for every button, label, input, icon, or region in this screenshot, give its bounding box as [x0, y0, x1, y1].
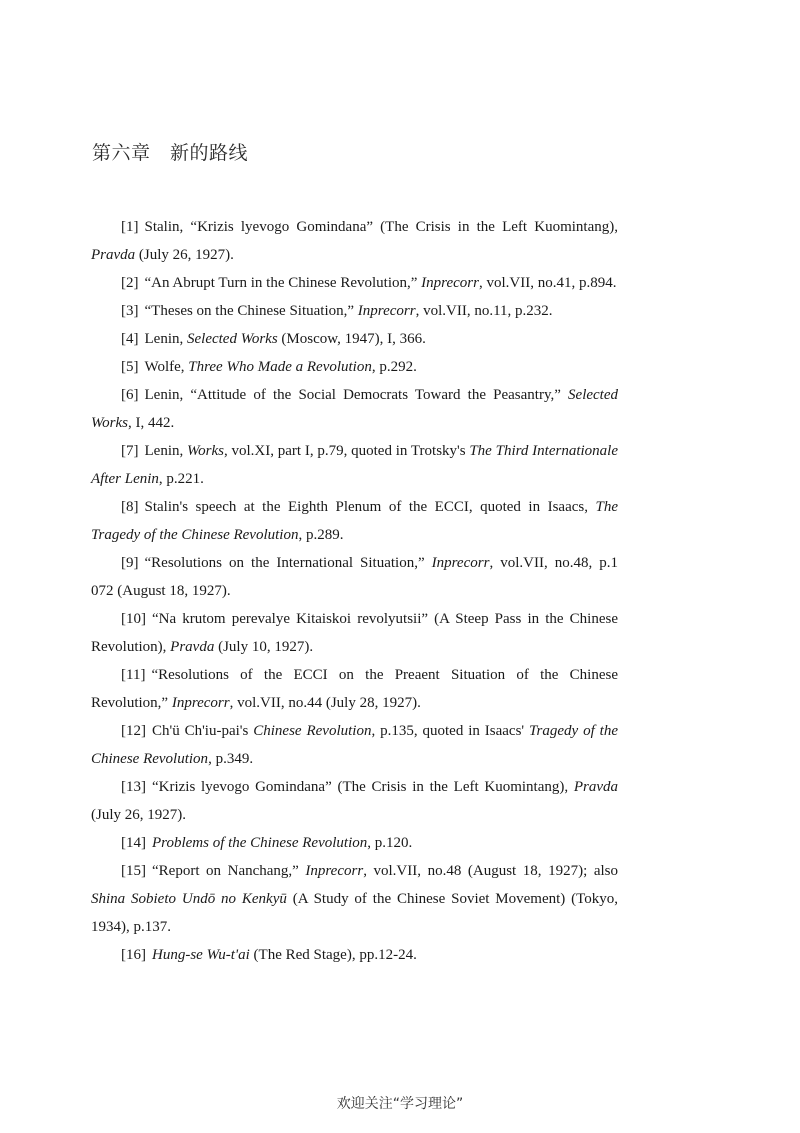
chapter-title: 第六章 新的路线 [92, 142, 249, 164]
note-number: [4] [121, 331, 139, 347]
note-item [91, 213, 618, 269]
note-number: [1] [121, 219, 139, 235]
note-text: Stalin's speech at the Eighth Plenum of the ECCI, quoted in Isaacs, [144, 499, 596, 515]
note-text: Wolfe, [144, 359, 189, 375]
note-item [91, 857, 618, 941]
note-italic-text: Inprecorr [421, 275, 479, 291]
note-italic-text: The Tragedy of the Chinese Revolution [91, 499, 618, 543]
note-item [91, 717, 618, 773]
note-italic-text: Pravda [170, 639, 215, 655]
note-number: [3] [121, 303, 139, 319]
note-italic-text: Shina Sobieto Undō no Kenkyū [91, 891, 287, 907]
note-italic-text: Problems of the Chinese Revolution [152, 835, 368, 851]
note-number: [13] [121, 779, 146, 795]
note-italic-text: Selected Works [91, 387, 618, 431]
note-number: [11] [121, 667, 146, 683]
note-text: Ch'ü Ch'iu-pai's [152, 723, 254, 739]
note-text: “Report on Nanchang,” [152, 863, 306, 879]
note-text: , vol.VII, no.41, p.894. [478, 275, 617, 291]
note-number: [8] [121, 499, 139, 515]
note-text: , vol.VII, no.48 (August 18, 1927); also [363, 863, 618, 879]
note-item [91, 661, 618, 717]
note-italic-text: Hung-se Wu-t'ai [152, 947, 250, 963]
note-text: , p.221. [158, 471, 204, 487]
note-item [91, 773, 618, 829]
note-item [91, 941, 618, 969]
note-text: , vol.VII, no.48, p.1 072 (August 18, 1927). [91, 555, 618, 599]
note-item [91, 325, 618, 353]
note-italic-text: Pravda [91, 247, 136, 263]
note-number: [16] [121, 947, 146, 963]
note-item [91, 297, 618, 325]
note-text: (Moscow, 1947), I, 366. [277, 331, 426, 347]
note-italic-text: Three Who Made a Revolution [188, 359, 372, 375]
note-italic-text: The Third Internationale After Lenin [91, 443, 618, 487]
note-italic-text: Tragedy of the Chinese Revolution [91, 723, 618, 767]
note-number: [12] [121, 723, 146, 739]
note-italic-text: Selected Works [187, 331, 278, 347]
note-italic-text: Inprecorr [305, 863, 364, 879]
note-number: [5] [121, 359, 139, 375]
note-text: , p.135, quoted in Isaacs' [371, 723, 530, 739]
note-text: , vol.VII, no.11, p.232. [415, 303, 553, 319]
note-italic-text: Inprecorr [171, 695, 230, 711]
note-text: (July 10, 1927). [214, 639, 314, 655]
note-number: [10] [121, 611, 146, 627]
note-text: (July 26, 1927). [135, 247, 234, 263]
note-text: “Krizis lyevogo Gomindana” (The Crisis in the Left Kuomintang), [152, 779, 574, 795]
note-text: “Resolutions of the ECCI on the Preaent Situation of the Chinese Revolution,” [91, 667, 618, 711]
note-text: “An Abrupt Turn in the Chinese Revolution,” [144, 275, 422, 291]
notes-list [91, 213, 618, 969]
note-text: Lenin, [144, 331, 187, 347]
note-item [91, 493, 618, 549]
note-text: “Theses on the Chinese Situation,” [144, 303, 358, 319]
note-italic-text: Chinese Revolution [253, 723, 372, 739]
note-text: “Resolutions on the International Situation,” [144, 555, 432, 571]
note-text: , I, 442. [127, 415, 175, 431]
note-text: , p.120. [367, 835, 413, 851]
note-text: , p.349. [208, 751, 254, 767]
note-text: (July 26, 1927). [91, 807, 186, 823]
note-number: [9] [121, 555, 139, 571]
note-item [91, 381, 618, 437]
note-text: , vol.XI, part I, p.79, quoted in Trotsky's [223, 443, 470, 459]
note-item [91, 605, 618, 661]
note-italic-text: Inprecorr [431, 555, 490, 571]
note-text: , vol.VII, no.44 (July 28, 1927). [229, 695, 421, 711]
note-item [91, 353, 618, 381]
note-italic-text: Pravda [573, 779, 618, 795]
note-item [91, 437, 618, 493]
note-number: [14] [121, 835, 146, 851]
note-text: , p.289. [298, 527, 344, 543]
note-text: , p.292. [371, 359, 417, 375]
note-italic-text: Works [187, 443, 224, 459]
note-text: Stalin, “Krizis lyevogo Gomindana” (The Crisis in the Left Kuomintang), [144, 219, 618, 235]
note-number: [6] [121, 387, 139, 403]
note-text: Lenin, “Attitude of the Social Democrats Toward the Peasantry,” [144, 387, 569, 403]
note-text: (A Study of the Chinese Soviet Movement) (Tokyo, 1934), p.137. [91, 891, 618, 935]
note-item [91, 549, 618, 605]
note-italic-text: Inprecorr [357, 303, 416, 319]
note-text: (The Red Stage), pp.12-24. [249, 947, 417, 963]
note-item [91, 829, 618, 857]
note-number: [2] [121, 275, 139, 291]
note-text: Lenin, [144, 443, 188, 459]
note-item [91, 269, 618, 297]
note-number: [7] [121, 443, 139, 459]
note-number: [15] [121, 863, 146, 879]
page-footer: 欢迎关注“学习理论” [336, 1096, 464, 1112]
note-text: “Na krutom perevalye Kitaiskoi revolyutsii” (A Steep Pass in the Chinese Revolution), [91, 611, 618, 655]
